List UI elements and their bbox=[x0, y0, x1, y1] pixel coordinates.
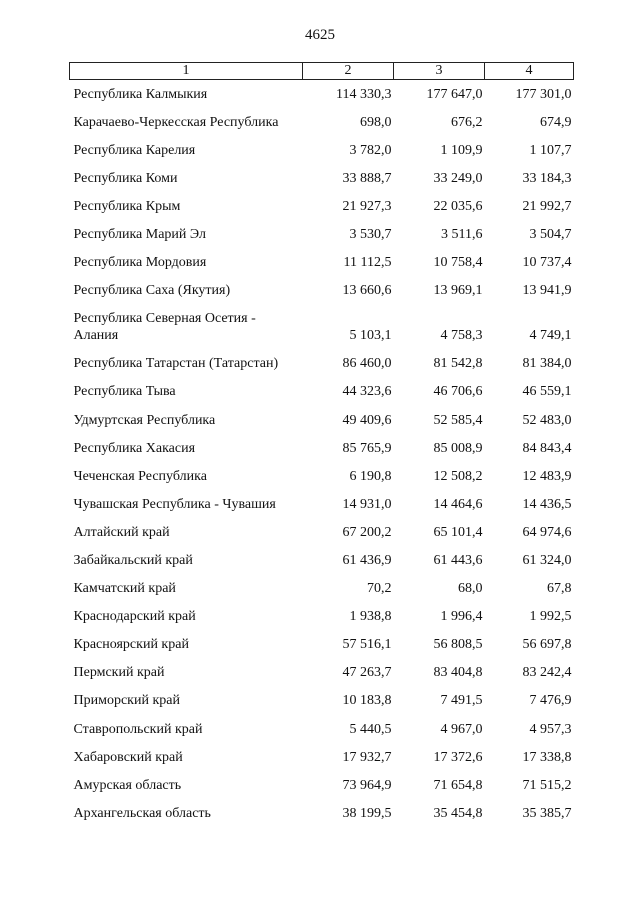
value-col-4-cell: 10 737,4 bbox=[522, 255, 572, 271]
value-col-2-cell: 85 765,9 bbox=[342, 440, 392, 456]
table-row bbox=[70, 799, 574, 827]
value-col-3-cell: 4 758,3 bbox=[440, 328, 483, 344]
value-col-3-cell: 177 647,0 bbox=[426, 86, 483, 102]
header-col-3: 3 bbox=[394, 63, 485, 80]
value-col-2-cell: 13 660,6 bbox=[342, 283, 392, 299]
value-col-3-cell: 1 109,9 bbox=[440, 142, 483, 158]
value-col-3-cell: 56 808,5 bbox=[433, 637, 483, 653]
value-col-3-cell: 7 491,5 bbox=[440, 693, 483, 709]
table-row bbox=[70, 80, 574, 108]
value-col-2-cell: 17 932,7 bbox=[342, 749, 392, 765]
region-name-cell: Республика Саха (Якутия) bbox=[73, 283, 231, 299]
region-name-cell: Республика Марий Эл bbox=[73, 227, 206, 243]
value-col-2-cell: 49 409,6 bbox=[342, 412, 392, 428]
value-col-4-cell: 1 107,7 bbox=[529, 142, 572, 158]
region-name-cell: Республика Калмыкия bbox=[73, 86, 208, 102]
value-col-2-cell: 1 938,8 bbox=[349, 609, 392, 625]
region-name-cell: Алтайский край bbox=[73, 524, 170, 540]
value-col-4-cell: 7 476,9 bbox=[529, 693, 572, 709]
value-col-4-cell: 71 515,2 bbox=[522, 777, 572, 793]
value-col-4-cell: 46 559,1 bbox=[522, 384, 572, 400]
value-col-4-cell: 12 483,9 bbox=[522, 468, 572, 484]
table-row bbox=[70, 276, 574, 304]
value-col-4-cell: 17 338,8 bbox=[522, 749, 572, 765]
table-row bbox=[70, 164, 574, 192]
table-row bbox=[70, 743, 574, 771]
value-col-2-cell: 38 199,5 bbox=[342, 805, 392, 821]
value-col-4-cell: 21 992,7 bbox=[522, 198, 572, 214]
value-col-3-cell: 676,2 bbox=[451, 114, 483, 130]
table-body bbox=[70, 80, 574, 827]
table-row bbox=[70, 248, 574, 276]
value-col-2-cell: 698,0 bbox=[360, 114, 392, 130]
value-col-2-cell: 57 516,1 bbox=[342, 637, 392, 653]
table-row bbox=[70, 136, 574, 164]
region-name-cell: Пермский край bbox=[73, 665, 165, 681]
value-col-4-cell: 64 974,6 bbox=[522, 524, 572, 540]
table-row bbox=[70, 462, 574, 490]
value-col-4-cell: 81 384,0 bbox=[522, 356, 572, 372]
table-row bbox=[70, 518, 574, 546]
value-col-2-cell: 5 440,5 bbox=[349, 721, 392, 737]
value-col-4-cell: 13 941,9 bbox=[522, 283, 572, 299]
region-name-cell: Камчатский край bbox=[73, 581, 176, 597]
region-name-cell: Амурская область bbox=[73, 777, 182, 793]
value-col-3-cell: 71 654,8 bbox=[433, 777, 483, 793]
value-col-4-cell: 67,8 bbox=[547, 581, 572, 597]
value-col-3-cell: 33 249,0 bbox=[433, 170, 483, 186]
table-row bbox=[70, 546, 574, 574]
region-name-cell: Республика Крым bbox=[73, 198, 181, 214]
value-col-2-cell: 3 782,0 bbox=[349, 142, 392, 158]
table-row bbox=[70, 192, 574, 220]
table-row bbox=[70, 220, 574, 248]
value-col-2-cell: 21 927,3 bbox=[342, 198, 392, 214]
data-table bbox=[69, 62, 574, 827]
value-col-2-cell: 70,2 bbox=[367, 581, 392, 597]
table-row bbox=[70, 349, 574, 377]
value-col-3-cell: 85 008,9 bbox=[433, 440, 483, 456]
value-col-2-cell: 86 460,0 bbox=[342, 356, 392, 372]
header-col-2: 2 bbox=[303, 63, 394, 80]
value-col-4-cell: 674,9 bbox=[540, 114, 572, 130]
region-name-cell: Красноярский край bbox=[73, 637, 189, 653]
table-header bbox=[70, 63, 574, 80]
header-row bbox=[70, 63, 574, 80]
value-col-4-cell: 35 385,7 bbox=[522, 805, 572, 821]
region-name-cell: Карачаево-Черкесская Республика bbox=[73, 114, 279, 130]
value-col-3-cell: 13 969,1 bbox=[433, 283, 483, 299]
table-row bbox=[70, 434, 574, 462]
value-col-3-cell: 35 454,8 bbox=[433, 805, 483, 821]
region-name-cell: Ставропольский край bbox=[73, 721, 203, 737]
table-row bbox=[70, 686, 574, 714]
value-col-4-cell: 14 436,5 bbox=[522, 496, 572, 512]
value-col-3-cell: 4 967,0 bbox=[440, 721, 483, 737]
value-col-2-cell: 5 103,1 bbox=[349, 328, 392, 344]
table-row bbox=[70, 602, 574, 630]
header-col-1: 1 bbox=[70, 63, 303, 80]
value-col-4-cell: 52 483,0 bbox=[522, 412, 572, 428]
value-col-2-cell: 47 263,7 bbox=[342, 665, 392, 681]
region-name-cell: Приморский край bbox=[73, 693, 180, 709]
table-row bbox=[70, 490, 574, 518]
region-name-cell: Краснодарский край bbox=[73, 609, 196, 625]
value-col-3-cell: 14 464,6 bbox=[433, 496, 483, 512]
value-col-4-cell: 4 749,1 bbox=[529, 328, 572, 344]
value-col-2-cell: 33 888,7 bbox=[342, 170, 392, 186]
value-col-2-cell: 11 112,5 bbox=[343, 255, 392, 271]
value-col-4-cell: 83 242,4 bbox=[522, 665, 572, 681]
value-col-3-cell: 68,0 bbox=[458, 581, 483, 597]
value-col-3-cell: 10 758,4 bbox=[433, 255, 483, 271]
value-col-3-cell: 46 706,6 bbox=[433, 384, 483, 400]
region-name-cell: Республика Северная Осетия - Алания bbox=[73, 311, 256, 344]
value-col-4-cell: 84 843,4 bbox=[522, 440, 572, 456]
value-col-4-cell: 1 992,5 bbox=[529, 609, 572, 625]
value-col-3-cell: 65 101,4 bbox=[433, 524, 483, 540]
region-name-cell: Чеченская Республика bbox=[73, 468, 207, 484]
value-col-2-cell: 44 323,6 bbox=[342, 384, 392, 400]
value-col-3-cell: 83 404,8 bbox=[433, 665, 483, 681]
table-row bbox=[70, 714, 574, 742]
value-col-3-cell: 17 372,6 bbox=[433, 749, 483, 765]
table-row bbox=[70, 771, 574, 799]
table-row bbox=[70, 630, 574, 658]
value-col-3-cell: 3 511,6 bbox=[441, 227, 483, 243]
value-col-3-cell: 52 585,4 bbox=[433, 412, 483, 428]
region-name-cell: Удмуртская Республика bbox=[73, 412, 216, 428]
region-name-cell: Республика Карелия bbox=[73, 142, 196, 158]
region-name-cell: Республика Коми bbox=[73, 170, 178, 186]
region-name-cell: Чувашская Республика - Чувашия bbox=[73, 496, 276, 512]
header-col-4: 4 bbox=[485, 63, 574, 80]
value-col-3-cell: 1 996,4 bbox=[440, 609, 483, 625]
region-name-cell: Республика Мордовия bbox=[73, 255, 207, 271]
region-name-cell: Республика Хакасия bbox=[73, 440, 196, 456]
value-col-2-cell: 61 436,9 bbox=[342, 553, 392, 568]
value-col-2-cell: 114 330,3 bbox=[336, 86, 392, 102]
region-name-cell: Архангельская область bbox=[73, 805, 211, 821]
value-col-2-cell: 73 964,9 bbox=[342, 777, 392, 793]
value-col-4-cell: 177 301,0 bbox=[515, 86, 572, 102]
value-col-3-cell: 12 508,2 bbox=[433, 468, 483, 484]
table-row bbox=[70, 658, 574, 686]
value-col-2-cell: 3 530,7 bbox=[349, 227, 392, 243]
region-name-cell: Забайкальский край bbox=[73, 553, 193, 568]
region-name-cell: Хабаровский край bbox=[73, 749, 183, 765]
value-col-3-cell: 61 443,6 bbox=[433, 553, 483, 568]
value-col-2-cell: 14 931,0 bbox=[342, 496, 392, 512]
table-row bbox=[70, 574, 574, 602]
table-row bbox=[70, 405, 574, 433]
table-row bbox=[70, 108, 574, 136]
table-row bbox=[70, 304, 574, 349]
value-col-2-cell: 6 190,8 bbox=[349, 468, 392, 484]
value-col-4-cell: 4 957,3 bbox=[529, 721, 572, 737]
page-number: 4625 bbox=[305, 27, 335, 43]
value-col-2-cell: 10 183,8 bbox=[342, 693, 392, 709]
value-col-4-cell: 33 184,3 bbox=[522, 170, 572, 186]
value-col-2-cell: 67 200,2 bbox=[342, 524, 392, 540]
value-col-4-cell: 3 504,7 bbox=[529, 227, 572, 243]
value-col-4-cell: 61 324,0 bbox=[522, 553, 572, 568]
region-name-cell: Республика Татарстан (Татарстан) bbox=[73, 356, 279, 372]
value-col-4-cell: 56 697,8 bbox=[522, 637, 572, 653]
region-name-cell: Республика Тыва bbox=[73, 384, 176, 400]
value-col-3-cell: 22 035,6 bbox=[433, 198, 483, 214]
table-row bbox=[70, 377, 574, 405]
value-col-3-cell: 81 542,8 bbox=[433, 356, 483, 372]
